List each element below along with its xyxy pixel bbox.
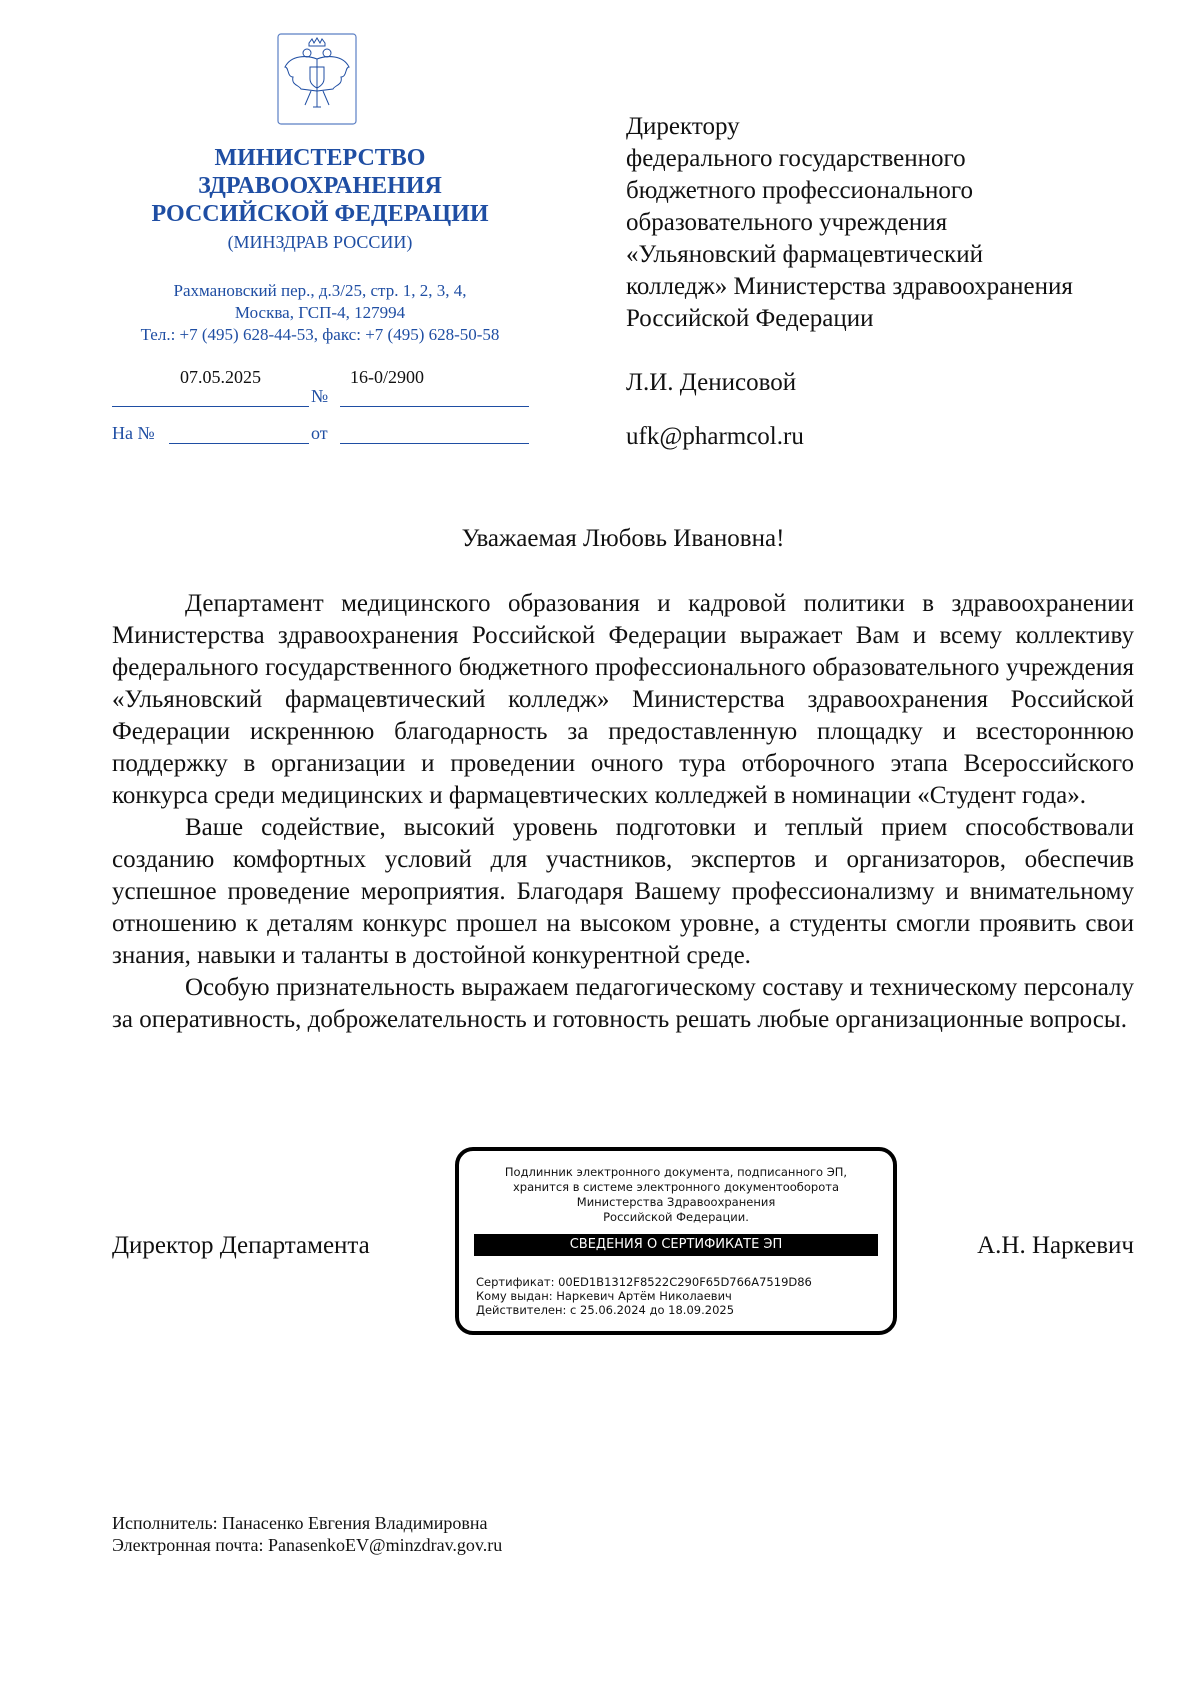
body-paragraph: Ваше содействие, высокий уровень подготовки и теплый прием способствовали созданию комфортных условий для участников, экспертов и организаторов, обеспечив успешное проведение мероприятия. Благодаря Вашему профессионализму и внимательному отношению к деталям конкурс прошел на высоком уровне, а студенты смогли проявить свои знания, навыки и таланты в достойной конкурентной среде.	[112, 814, 1134, 969]
letter-body	[112, 588, 1134, 1036]
addressee-line: образовательного учреждения	[626, 209, 948, 236]
signatory-title: Директор Департамента	[112, 1232, 370, 1259]
validity-line: Действителен: с 25.06.2024 до 18.09.2025	[476, 1303, 735, 1317]
ministry-title-line: ЗДРАВООХРАНЕНИЯ	[198, 173, 442, 199]
number-label: №	[311, 386, 329, 406]
addressee-name: Л.И. Денисовой	[626, 369, 797, 396]
contact-line: Тел.: +7 (495) 628-44-53, факс: +7 (495) 628-50-58	[140, 325, 500, 344]
stamp-header	[459, 1165, 893, 1225]
executor-info	[112, 1512, 502, 1556]
reply-number-underline	[169, 443, 309, 444]
e-signature-stamp	[455, 1147, 897, 1335]
stamp-header-line: Российской Федерации.	[603, 1210, 749, 1224]
reply-from-label: от	[311, 423, 328, 443]
addressee-line: «Ульяновский фармацевтический	[626, 241, 983, 268]
date-underline	[112, 406, 309, 407]
issued-to-line: Кому выдан: Наркевич Артём Николаевич	[476, 1289, 732, 1303]
ministry-short-name: (МИНЗДРАВ РОССИИ)	[227, 232, 413, 252]
stamp-header-line: Подлинник электронного документа, подписанного ЭП,	[504, 1165, 848, 1179]
ministry-title-line: МИНИСТЕРСТВО	[214, 145, 426, 171]
reply-date-underline	[340, 443, 529, 444]
document-date: 07.05.2025	[180, 367, 261, 387]
body-paragraph: Департамент медицинского образования и кадровой политики в здравоохранении Министерства здравоохранения Российской Федерации выражает Вам и всему коллективу федерального государственного бюджетного профессионального образовательного учреждения «Ульяновский фармацевтический колледж» Министерства здравоохранения Российской Федерации искреннюю благодарность за предоставленную площадку и всестороннюю поддержку в организации и проведении очного тура отборочного этапа Всероссийского конкурса среди медицинских и фармацевтических колледжей в номинации «Студент года».	[112, 590, 1134, 809]
certificate-line: Сертификат: 00ED1B1312F8522C290F65D766A7519D86	[476, 1275, 812, 1289]
signatory-name: А.Н. Наркевич	[977, 1232, 1134, 1259]
stamp-header-line: хранится в системе электронного документооборота	[513, 1180, 839, 1194]
ministry-title	[110, 144, 530, 228]
salutation: Уважаемая Любовь Ивановна!	[461, 525, 785, 552]
number-underline	[340, 406, 529, 407]
addressee-line: Российской Федерации	[626, 305, 874, 332]
coat-of-arms-icon	[277, 33, 357, 125]
executor-name: Исполнитель: Панасенко Евгения Владимировна	[112, 1513, 488, 1533]
ministry-title-line: РОССИЙСКОЙ ФЕДЕРАЦИИ	[151, 201, 489, 227]
document-number: 16-0/2900	[350, 367, 424, 387]
addressee-line: Директору	[626, 113, 740, 140]
executor-email[interactable]: Электронная почта: PanasenkoEV@minzdrav.gov.ru	[112, 1535, 503, 1555]
addressee-line: федерального государственного	[626, 145, 966, 172]
reply-number-label: На №	[112, 423, 155, 443]
ministry-address	[110, 280, 530, 346]
addressee-email[interactable]: ufk@pharmcol.ru	[626, 423, 804, 450]
address-line: Рахмановский пер., д.3/25, стр. 1, 2, 3, 4,	[173, 281, 467, 300]
stamp-details	[476, 1275, 812, 1317]
addressee-line: бюджетного профессионального	[626, 177, 974, 204]
body-paragraph: Особую признательность выражаем педагогическому составу и техническому персоналу за оперативность, доброжелательность и готовность решать любые организационные вопросы.	[112, 974, 1134, 1033]
addressee-block	[626, 111, 1146, 453]
stamp-certificate-bar: СВЕДЕНИЯ О СЕРТИФИКАТЕ ЭП	[474, 1234, 878, 1256]
address-line: Москва, ГСП-4, 127994	[234, 303, 406, 322]
addressee-line: колледж» Министерства здравоохранения	[626, 273, 1073, 300]
stamp-header-line: Министерства Здравоохранения	[576, 1195, 776, 1209]
